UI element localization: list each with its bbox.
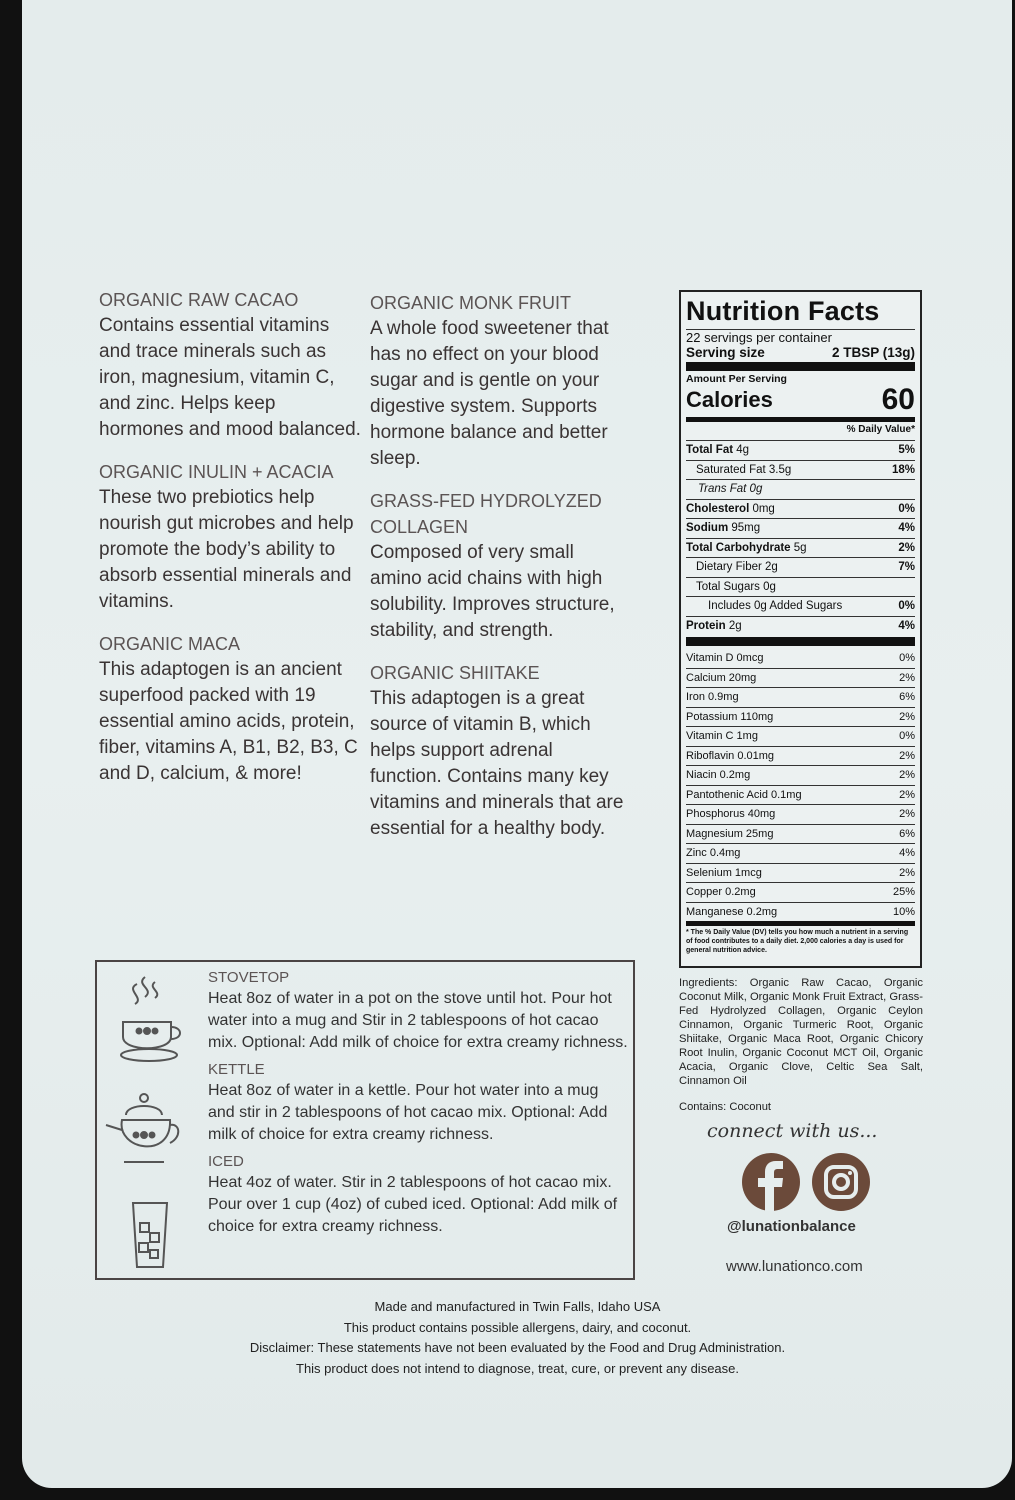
instruction-body: Heat 4oz of water. Stir in 2 tablespoons of hot cacao mix. Pour over 1 cup (4oz) of cubed iced. Optional: Add milk of choice for extra creamy richness. (208, 1174, 618, 1235)
vitamin-dv: 6% (899, 691, 915, 704)
section-body: These two prebiotics help nourish gut microbes and help promote the body’s ability to absorb essential minerals and vitamins. (99, 487, 354, 612)
instruction-title: KETTLE (208, 1061, 265, 1078)
nutrient-dv: 2% (898, 541, 915, 554)
nutrient-row (686, 577, 915, 597)
serving-size-label: Serving size (686, 345, 765, 360)
section-body: This adaptogen is a great source of vitamin B, which helps support adrenal function. Contains many key vitamins and minerals that are essential for a healthy body. (370, 688, 624, 839)
vitamin-name: Pantothenic Acid 0.1mg (686, 788, 802, 801)
social-handle[interactable]: @lunationbalance (727, 1218, 856, 1235)
daily-value-footnote: * The % Daily Value (DV) tells you how much a nutrient in a serving of food contributes to a daily diet. 2,000 calories a day is used for general nutrition advice. (686, 929, 909, 954)
vitamin-name: Vitamin C 1mg (686, 730, 758, 743)
nutrient-dv: 4% (898, 522, 915, 535)
servings: 22 servings per container (686, 329, 915, 345)
nutrient-name: Dietary Fiber 2g (696, 561, 778, 574)
nutrient-row (686, 440, 915, 460)
nutrient-name: Total Carbohydrate 5g (686, 541, 807, 554)
instruction-title: ICED (208, 1153, 244, 1170)
iced-glass-icon (130, 1198, 170, 1273)
vitamin-row (686, 804, 915, 824)
section-inulin-acacia (99, 459, 361, 615)
nutrient-name: Includes 0g Added Sugars (708, 600, 843, 613)
connect-heading: connect with us... (707, 1120, 878, 1142)
vitamin-dv: 2% (899, 749, 915, 762)
ingredients-list (679, 976, 923, 1114)
calories-label: Calories (686, 387, 773, 412)
vitamin-dv: 6% (899, 827, 915, 840)
vitamin-row (686, 902, 915, 922)
nutrient-name: Saturated Fat 3.5g (696, 463, 792, 476)
vitamin-row (686, 687, 915, 707)
instruction-body: Heat 8oz of water in a pot on the stove until hot. Pour hot water into a mug and Stir in 2 tablespoons of hot cacao mix. Optional: Add milk of choice for extra creamy richness. (208, 990, 628, 1051)
section-body: Composed of very small amino acid chains with high solubility. Improves structure, stability, and strength. (370, 542, 615, 641)
nutrition-column (679, 290, 923, 1114)
vitamin-name: Manganese 0.2mg (686, 905, 778, 918)
benefits-column-left (99, 287, 361, 787)
footer-line: This product does not intend to diagnose, treat, cure, or prevent any disease. (296, 1360, 739, 1376)
vitamin-name: Vitamin D 0mcg (686, 651, 764, 664)
instruction-body: Heat 8oz of water in a kettle. Pour hot water into a mug and stir in 2 tablespoons of hot cacao mix. Optional: Add milk of choice for extra creamy richness. (208, 1082, 608, 1143)
nutrient-dv: 4% (898, 619, 915, 632)
facebook-icon[interactable] (742, 1153, 800, 1211)
nutrient-name: Total Sugars 0g (696, 580, 776, 593)
instruction-kettle (208, 1060, 628, 1146)
instruction-stovetop (208, 968, 628, 1054)
vitamin-name: Potassium 110mg (686, 710, 774, 723)
nutrient-row (686, 596, 915, 616)
nutrient-dv: 5% (898, 444, 915, 457)
nutrient-dv: 7% (898, 561, 915, 574)
section-title: GRASS-FED HYDROLYZED COLLAGEN (370, 491, 602, 537)
vitamin-row (686, 668, 915, 688)
footer-line: This product contains possible allergens, dairy, and coconut. (343, 1319, 692, 1335)
vitamin-row (686, 726, 915, 746)
nutrient-row (686, 479, 915, 499)
vitamin-name: Selenium 1mcg (686, 866, 762, 879)
section-body: Contains essential vitamins and trace minerals such as iron, magnesium, vitamin C, and zinc. Helps keep hormones and mood balanced. (99, 315, 361, 440)
section-raw-cacao (99, 287, 361, 443)
vitamin-dv: 4% (899, 847, 915, 860)
nutrient-row (686, 518, 915, 538)
vitamin-name: Copper 0.2mg (686, 886, 756, 899)
vitamin-row (686, 785, 915, 805)
nutrient-name: Sodium 95mg (686, 522, 761, 535)
section-body: This adaptogen is an ancient superfood packed with 19 essential amino acids, protein, fiber, vitamins A, B1, B2, B3, C and D, calcium, & more! (99, 659, 358, 784)
vitamin-dv: 2% (899, 769, 915, 782)
nutrient-dv: 0% (898, 502, 915, 515)
vitamin-name: Calcium 20mg (686, 671, 757, 684)
allergen-contains: Contains: Coconut (679, 1101, 772, 1113)
vitamin-row (686, 648, 915, 668)
benefits-column-right (370, 290, 628, 842)
vitamin-row (686, 707, 915, 727)
nutrient-name: Protein 2g (686, 619, 742, 632)
nutrient-row (686, 538, 915, 558)
vitamin-name: Niacin 0.2mg (686, 769, 751, 782)
vitamin-row (686, 882, 915, 902)
vitamin-dv: 2% (899, 710, 915, 723)
nutrient-row (686, 499, 915, 519)
vitamin-name: Iron 0.9mg (686, 691, 739, 704)
section-monk-fruit (370, 290, 628, 472)
calories-value: 60 (881, 383, 915, 416)
vitamin-dv: 0% (899, 730, 915, 743)
vitamin-row (686, 824, 915, 844)
vitamin-dv: 2% (899, 671, 915, 684)
section-title: ORGANIC MONK FRUIT (370, 293, 571, 313)
vitamin-name: Zinc 0.4mg (686, 847, 741, 860)
nutrient-dv: 0% (898, 600, 915, 613)
vitamin-row (686, 843, 915, 863)
footer-line: Made and manufactured in Twin Falls, Idaho USA (374, 1299, 661, 1314)
section-title: ORGANIC INULIN + ACACIA (99, 462, 334, 482)
instruction-title: STOVETOP (208, 969, 290, 986)
vitamin-dv: 0% (899, 651, 915, 664)
vitamin-dv: 2% (899, 808, 915, 821)
instagram-icon[interactable] (812, 1153, 870, 1211)
nutrient-dv: 18% (891, 463, 915, 476)
section-body: A whole food sweetener that has no effect on your blood sugar and is gentle on your digestive system. Supports hormone balance and better sleep. (370, 318, 609, 469)
vitamin-name: Riboflavin 0.01mg (686, 749, 775, 762)
nutrient-row (686, 616, 915, 636)
amount-per-serving: Amount Per Serving (686, 373, 787, 385)
vitamin-dv: 25% (892, 886, 915, 899)
nutrition-facts-panel (679, 290, 922, 968)
vitamin-dv: 10% (892, 905, 915, 918)
coffee-cup-icon (115, 972, 185, 1067)
ingredients-text: Ingredients: Organic Raw Cacao, Organic Coconut Milk, Organic Monk Fruit Extract, Grass-Fed Hydrolyzed Collagen, Organic Ceylon Cinnamon, Organic Turmeric Root, Organic Shiitake, Organic Maca Root, Organic Chicory Root Inulin, Organic Coconut MCT Oil, Organic Acacia, Organic Clove, Celtic Sea Salt, Cinnamon Oil (679, 977, 923, 1087)
footer-line: Disclaimer: These statements have not been evaluated by the Food and Drug Administration. (249, 1340, 786, 1355)
vitamin-name: Magnesium 25mg (686, 827, 774, 840)
vitamin-row (686, 863, 915, 883)
section-title: ORGANIC RAW CACAO (99, 290, 299, 310)
instruction-iced (208, 1152, 628, 1238)
vitamin-dv: 2% (899, 788, 915, 801)
website-url[interactable]: www.lunationco.com (726, 1258, 863, 1275)
serving-size-value: 2 TBSP (13g) (831, 345, 915, 360)
nutrient-name: Trans Fat 0g (698, 483, 763, 496)
vitamin-name: Phosphorus 40mg (686, 808, 776, 821)
nutrient-row (686, 460, 915, 480)
section-maca (99, 631, 361, 787)
vitamin-row (686, 765, 915, 785)
nutrient-name: Total Fat 4g (686, 444, 750, 457)
daily-value-header: % Daily Value* (846, 424, 915, 435)
section-collagen (370, 488, 628, 644)
footer-disclaimer (150, 1297, 885, 1379)
nutrient-row (686, 557, 915, 577)
vitamin-row (686, 746, 915, 766)
nutrient-name: Cholesterol 0mg (686, 502, 775, 515)
section-title: ORGANIC SHIITAKE (370, 663, 540, 683)
vitamin-dv: 2% (899, 866, 915, 879)
section-title: ORGANIC MACA (99, 634, 241, 654)
nutrition-title: Nutrition Facts (686, 296, 880, 326)
teapot-icon (104, 1090, 184, 1170)
section-shiitake (370, 660, 628, 842)
